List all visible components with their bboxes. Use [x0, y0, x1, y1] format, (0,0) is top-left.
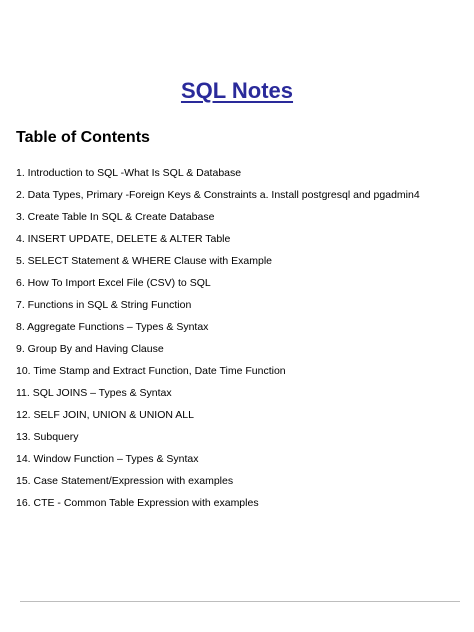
toc-item: 9. Group By and Having Clause: [16, 343, 164, 355]
toc-item: 8. Aggregate Functions – Types & Syntax: [16, 321, 209, 333]
toc-item: 11. SQL JOINS – Types & Syntax: [16, 387, 172, 399]
toc-item: 13. Subquery: [16, 431, 79, 443]
toc-item: 5. SELECT Statement & WHERE Clause with Example: [16, 255, 272, 267]
toc-item: 12. SELF JOIN, UNION & UNION ALL: [16, 409, 194, 421]
toc-list: [16, 166, 466, 518]
toc-item: 7. Functions in SQL & String Function: [16, 299, 192, 311]
toc-item: 10. Time Stamp and Extract Function, Date Time Function: [16, 365, 286, 377]
toc-heading: Table of Contents: [16, 129, 150, 146]
footer-divider: [20, 601, 460, 602]
toc-item: 6. How To Import Excel File (CSV) to SQL: [16, 277, 211, 289]
toc-item: 15. Case Statement/Expression with examples: [16, 475, 234, 487]
toc-item: 3. Create Table In SQL & Create Database: [16, 211, 215, 223]
toc-item: 14. Window Function – Types & Syntax: [16, 453, 199, 465]
toc-item: 1. Introduction to SQL -What Is SQL & Database: [16, 167, 242, 179]
toc-item: 2. Data Types, Primary -Foreign Keys & Constraints a. Install postgresql and pgadmin4: [16, 189, 420, 201]
document-title: SQL Notes: [180, 78, 294, 103]
toc-item: 16. CTE - Common Table Expression with examples: [16, 497, 259, 509]
toc-item: 4. INSERT UPDATE, DELETE & ALTER Table: [16, 233, 231, 245]
